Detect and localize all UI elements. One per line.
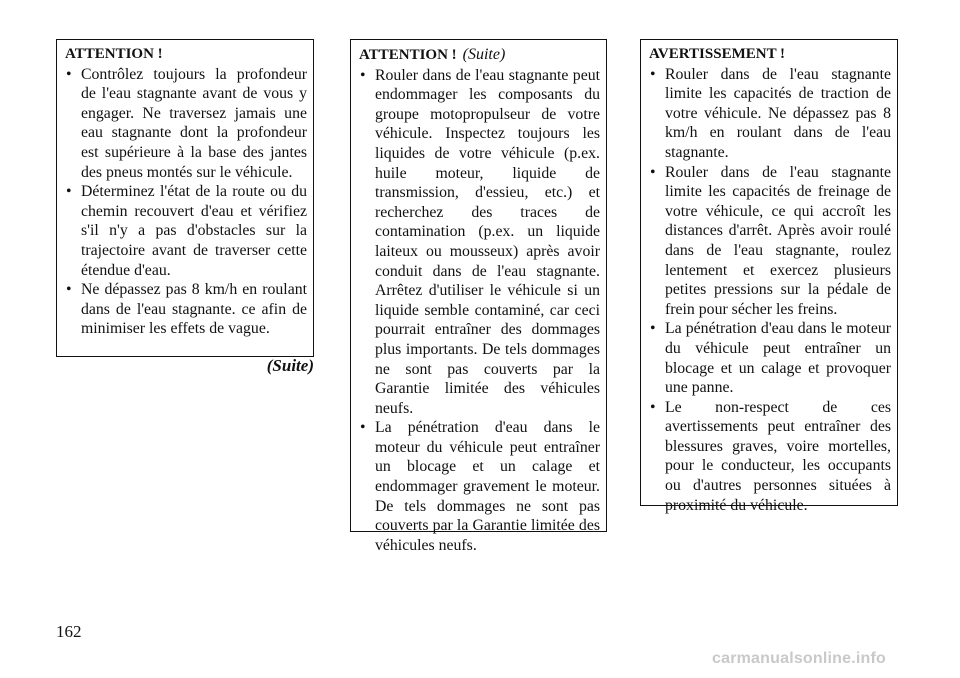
watermark-link[interactable]: carmanualsonline.info	[712, 650, 887, 667]
bullet-list	[649, 65, 891, 516]
box-title-suffix: (Suite)	[462, 46, 506, 63]
list-item: • La pénétration d'eau dans le moteur du véhicule peut entraîner un blocage et un calage et endommager gravement le moteur. De tels dommages ne sont pas couverts par la Garantie limitée des véhicules neufs.	[359, 418, 600, 555]
box-title-text: ATTENTION !	[65, 46, 163, 62]
bullet-list	[65, 65, 307, 339]
bullet-list	[359, 66, 600, 556]
box-title	[359, 45, 600, 66]
list-item: • La pénétration d'eau dans le moteur du véhicule peut entraîner un blocage et un calage et provoquer une panne.	[649, 319, 891, 397]
box-title-text: AVERTISSEMENT !	[649, 46, 786, 62]
warning-box-avertissement	[640, 39, 898, 514]
warning-box-attention	[56, 39, 314, 357]
box-title-text: ATTENTION !	[359, 47, 457, 63]
list-item: • Le non-respect de ces avertissements peut entraîner des blessures graves, voire mortelles, pour le conducteur, les occupants ou d'autres personnes situées à proximité du véhicule.	[649, 398, 891, 516]
page-number: 162	[56, 622, 82, 641]
list-item: • Ne dépassez pas 8 km/h en roulant dans de l'eau stagnante. ce afin de minimiser les effets de vague.	[65, 280, 307, 339]
box-title	[649, 45, 891, 65]
warning-box-attention-continued	[350, 39, 607, 554]
list-item: • Rouler dans de l'eau stagnante peut endommager les composants du groupe motopropulseur de votre véhicule. Inspectez toujours les liquides de votre véhicule (p.ex. huile moteur, liquide de transmission, d'essieu, etc.) et recherchez des traces de contamination (p.ex. un liquide laiteux ou mousseux) après avoir conduit dans de l'eau stagnante. Arrêtez d'utiliser le véhicule si un liquide semble contaminé, car ceci pourrait entraîner des dommages plus importants. De tels dommages ne sont pas couverts par la Garantie limitée des véhicules neufs.	[359, 66, 600, 419]
list-item: • Rouler dans de l'eau stagnante limite les capacités de freinage de votre véhicule, ce qui accroît les distances d'arrêt. Après avoir roulé dans de l'eau stagnante, roulez lentement et exercez plusieurs petites pressions sur la pédale de frein pour sécher les freins.	[649, 163, 891, 320]
list-item: • Déterminez l'état de la route ou du chemin recouvert d'eau et vérifiez s'il n'y a pas d'obstacles sur la trajectoire avant de traverser cette étendue d'eau.	[65, 182, 307, 280]
box-title	[65, 45, 307, 65]
list-item: • Contrôlez toujours la profondeur de l'eau stagnante avant de vous y engager. Ne traversez jamais une eau stagnante dont la profondeur est supérieure à la base des jantes des pneus montés sur le véhicule.	[65, 65, 307, 183]
continued-note: (Suite)	[266, 356, 314, 375]
list-item: • Rouler dans de l'eau stagnante limite les capacités de traction de votre véhicule. Ne dépassez pas 8 km/h en roulant dans de l'eau stagnante.	[649, 65, 891, 163]
